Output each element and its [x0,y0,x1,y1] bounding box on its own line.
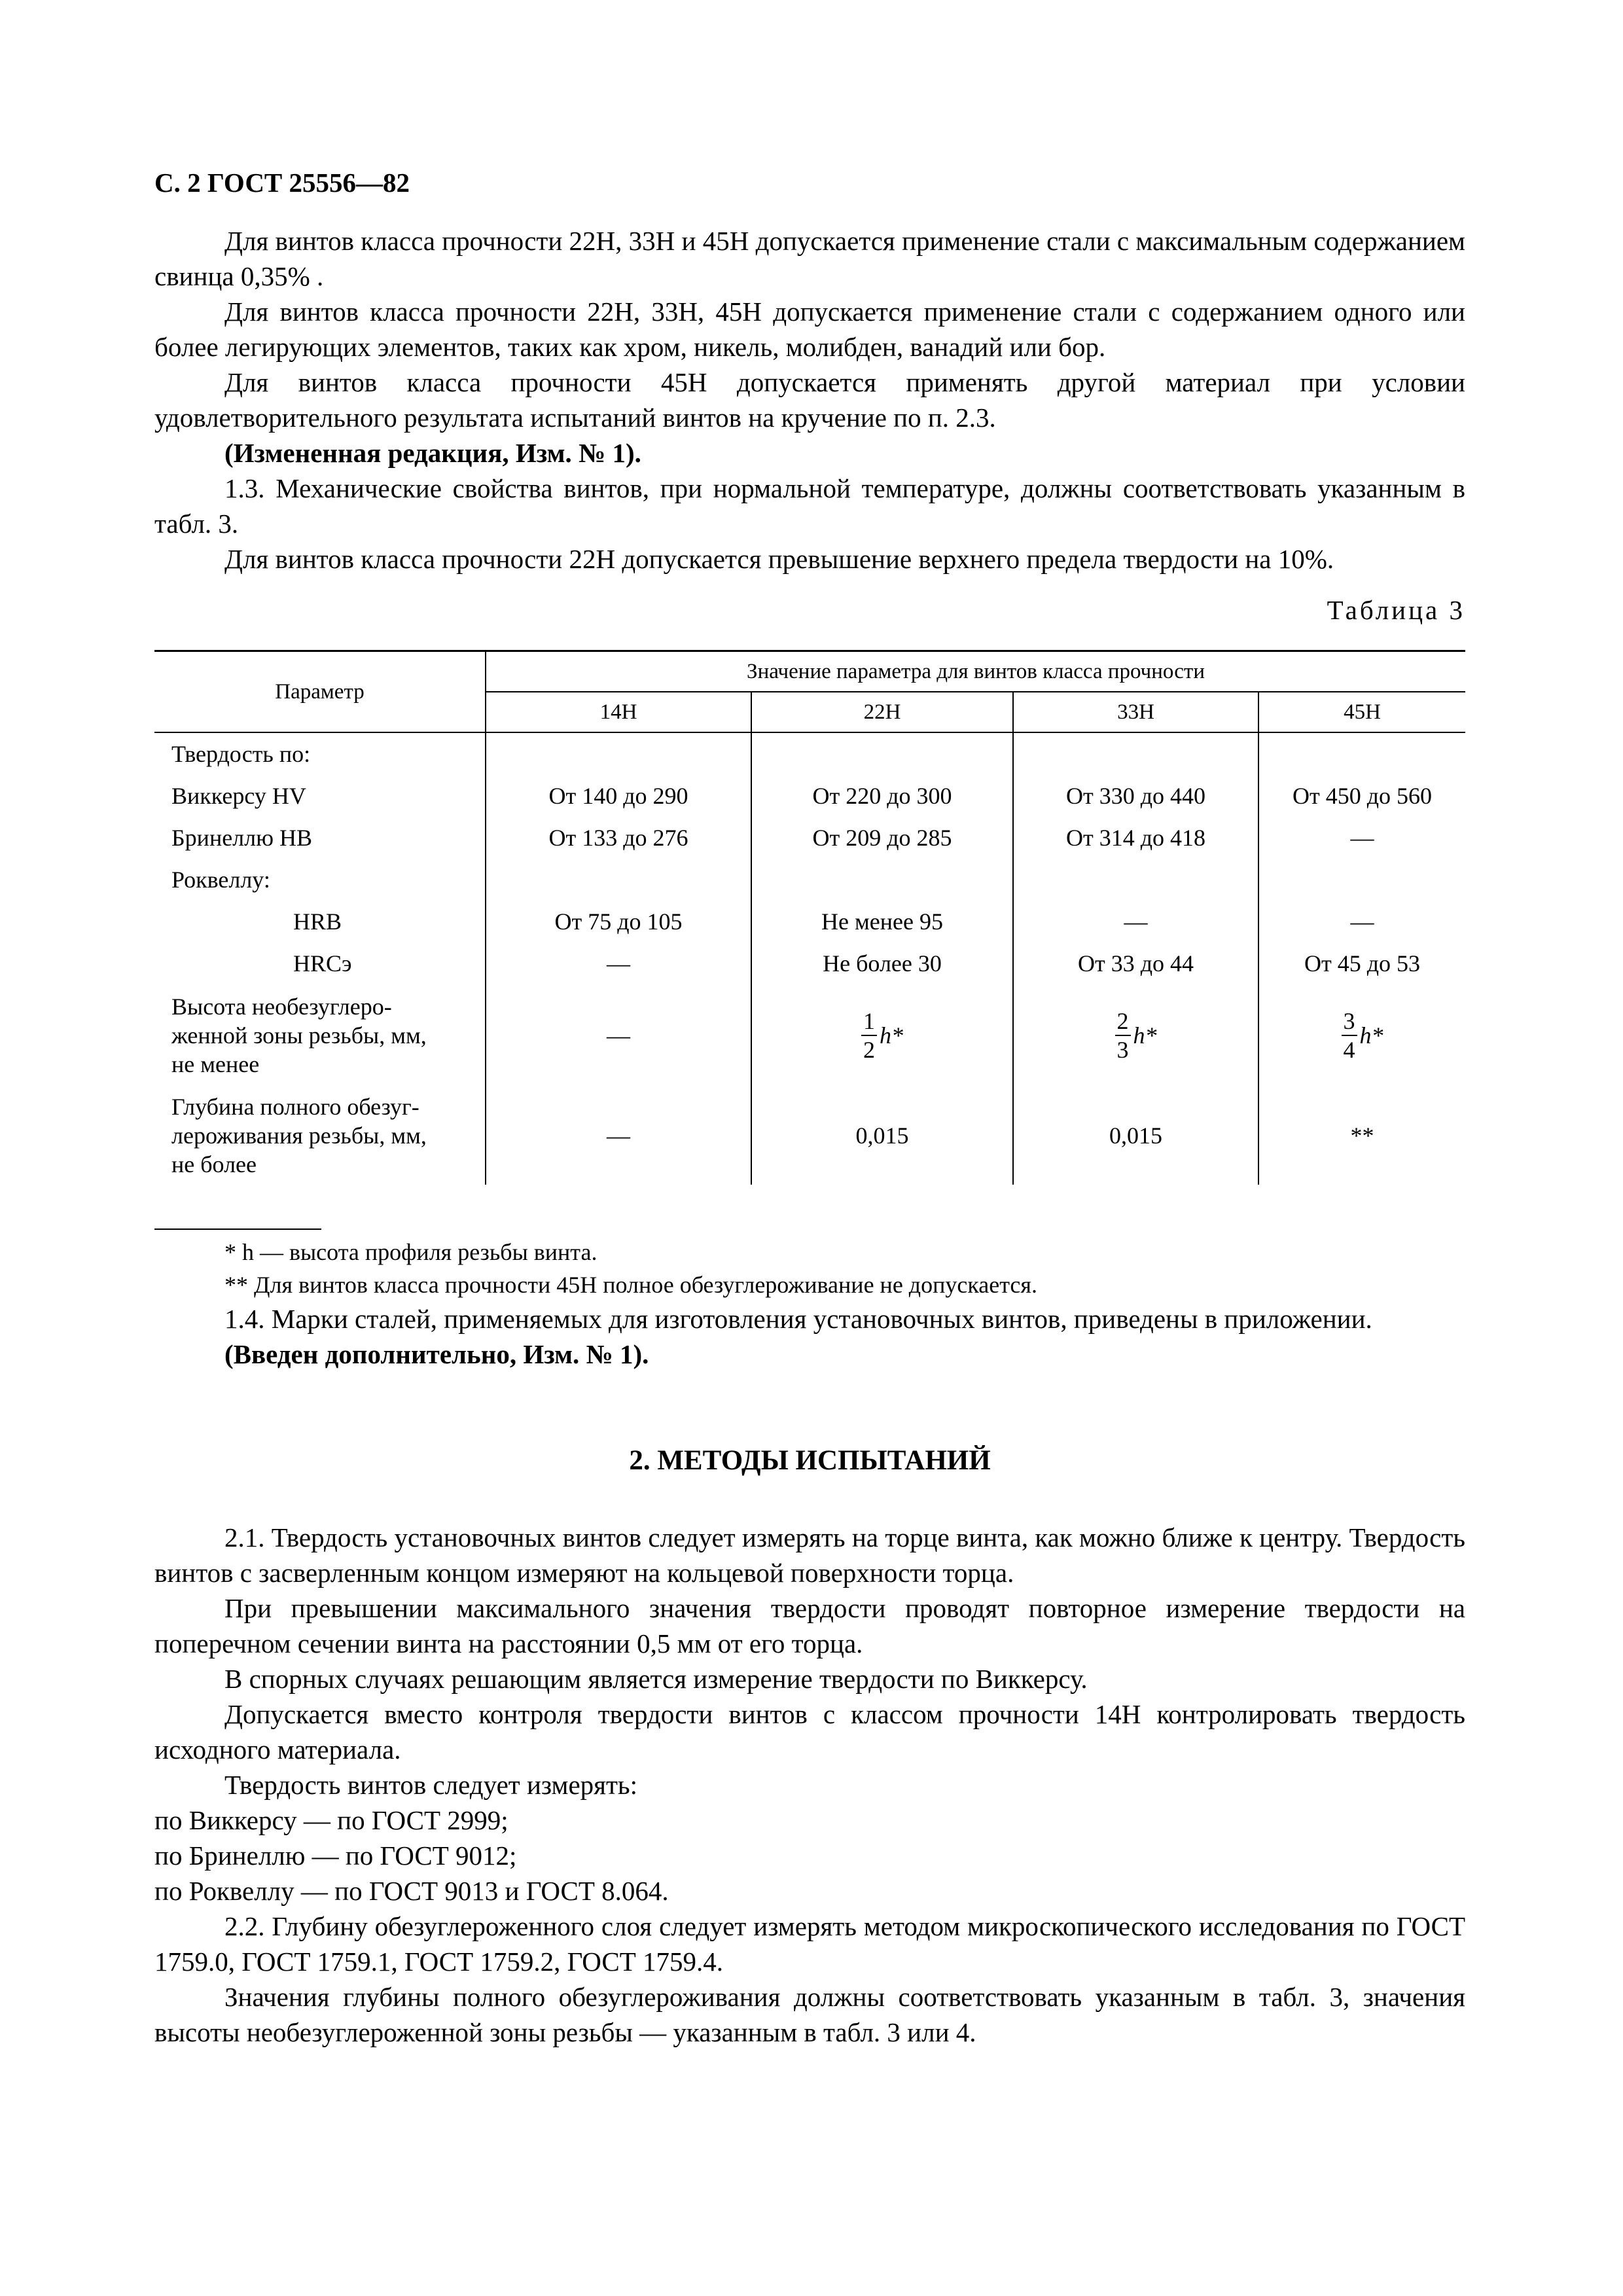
paragraph: Для винтов класса прочности 22Н допускается превышение верхнего предела твердости на 10%. [224,544,1334,574]
paragraph: 2.1. Твердость установочных винтов следует измерять на торце винта, как можно ближе к центру. Твердость винтов с засверленным концом измеряют на кольцевой поверхности торца. [154,1522,1465,1588]
class-header: 14Н [486,692,751,732]
table-caption: Таблица 3 [1327,595,1465,625]
value-cell [1258,859,1465,901]
paragraph: Допускается вместо контроля твердости винтов с классом прочности 14Н контролировать твердость исходного материала. [154,1699,1465,1765]
param-label: Роквеллу: [171,867,270,893]
paragraph: 1.3. Механические свойства винтов, при нормальной температуре, должны соответствовать указанным в табл. 3. [154,473,1465,539]
after-table-section [154,1301,1465,1372]
amendment-note: (Введен дополнительно, Изм. № 1). [224,1339,649,1369]
fraction-value [1115,1007,1157,1064]
label-line: женной зоны резьбы, мм, [171,1022,427,1049]
value-cell: ** [1258,1086,1465,1185]
value-cell [751,732,1013,775]
fraction-numerator: 2 [1115,1007,1131,1036]
label-line: лероживания резьбы, мм, [171,1122,427,1149]
table-3 [154,650,1465,1185]
value-cell [1013,732,1258,775]
section-title: 2. МЕТОДЫ ИСПЫТАНИЙ [629,1445,991,1476]
amendment-note: (Измененная редакция, Изм. № 1). [224,438,641,468]
fraction-denominator: 3 [1116,1037,1129,1063]
value-cell: Не более 30 [751,942,1013,984]
paragraph: 1.4. Марки сталей, применяемых для изготовления установочных винтов, приведены в приложении. [224,1304,1372,1334]
value-cell: От 330 до 440 [1013,775,1258,817]
param-header: Параметр [154,651,486,733]
value-cell [1258,984,1465,1086]
footnotes [154,1236,1465,1301]
param-label: Виккерсу HV [171,783,306,809]
paragraph: Для винтов класса прочности 22Н, 33Н и 45Н допускается применение стали с максимальным содержанием свинца 0,35% . [154,226,1465,291]
table-row [154,859,1465,901]
table-row [154,984,1465,1086]
value-cell [1258,732,1465,775]
value-cell: От 209 до 285 [751,817,1013,859]
value-cell: — [486,942,751,984]
fraction-denominator: 4 [1343,1037,1355,1063]
section-2-body [154,1520,1465,2050]
value-cell: От 140 до 290 [486,775,751,817]
value-cell: От 450 до 560 [1258,775,1465,817]
intro-section [154,223,1465,577]
param-label: HRB [293,908,342,935]
label-line: не менее [171,1051,260,1077]
paragraph: Твердость винтов следует измерять: [224,1770,638,1800]
value-cell [486,859,751,901]
group-header: Значение параметра для винтов класса прочности [486,651,1465,692]
value-cell: 0,015 [1013,1086,1258,1185]
class-header: 45Н [1258,692,1465,732]
fraction-symbol: h* [1359,1022,1383,1049]
value-cell [751,984,1013,1086]
label-line: Глубина полного обезуг- [171,1094,419,1120]
label-line: Высота необезуглеро- [171,994,392,1020]
class-header: 22Н [751,692,1013,732]
value-cell [1013,984,1258,1086]
page-header: С. 2 ГОСТ 25556—82 [154,168,410,198]
fraction-numerator: 3 [1342,1007,1357,1036]
list-item: по Роквеллу — по ГОСТ 9013 и ГОСТ 8.064. [154,1876,669,1906]
footnote-rule [154,1229,321,1230]
value-cell: Не менее 95 [751,901,1013,942]
list-item: по Виккерсу — по ГОСТ 2999; [154,1805,508,1835]
value-cell [1013,859,1258,901]
fraction-numerator: 1 [861,1007,877,1036]
paragraph: Для винтов класса прочности 45Н допускается применять другой материал при условии удовлетворительного результата испытаний винтов на кручение по п. 2.3. [154,367,1465,433]
fraction-value [861,1007,903,1064]
fraction-symbol: h* [880,1022,903,1049]
table-row [154,901,1465,942]
value-cell: От 314 до 418 [1013,817,1258,859]
param-label: HRCэ [293,950,352,977]
value-cell: От 33 до 44 [1013,942,1258,984]
paragraph: Для винтов класса прочности 22Н, 33Н, 45Н допускается применение стали с содержанием одного или более легирующих элементов, таких как хром, никель, молибден, ванадий или бор. [154,296,1465,362]
paragraph: 2.2. Глубину обезуглероженного слоя следует измерять методом микроскопического исследования по ГОСТ 1759.0, ГОСТ 1759.1, ГОСТ 1759.2, ГОСТ 1759.4. [154,1911,1465,1977]
value-cell: От 133 до 276 [486,817,751,859]
value-cell: От 220 до 300 [751,775,1013,817]
list-item: по Бринеллю — по ГОСТ 9012; [154,1840,517,1871]
param-label [154,1086,486,1185]
fraction-symbol: h* [1133,1022,1157,1049]
param-label: Твердость по: [171,741,311,767]
table-row [154,942,1465,984]
footnote: ** Для винтов класса прочности 45Н полное обезуглероживание не допускается. [224,1272,1037,1298]
value-cell: — [1013,901,1258,942]
table-row [154,1086,1465,1185]
table-row [154,817,1465,859]
paragraph: В спорных случаях решающим является измерение твердости по Виккерсу. [224,1664,1088,1694]
value-cell: — [1258,901,1465,942]
fraction-value [1342,1007,1383,1064]
value-cell [486,732,751,775]
paragraph: При превышении максимального значения твердости проводят повторное измерение твердости на поперечном сечении винта на расстоянии 0,5 мм от его торца. [154,1593,1465,1659]
class-header: 33Н [1013,692,1258,732]
value-cell: — [486,1086,751,1185]
fraction-denominator: 2 [863,1037,875,1063]
value-cell: От 45 до 53 [1258,942,1465,984]
value-cell: — [486,984,751,1086]
table-row [154,732,1465,775]
value-cell [751,859,1013,901]
value-cell: — [1258,817,1465,859]
param-label [154,984,486,1086]
label-line: не более [171,1151,257,1177]
value-cell: 0,015 [751,1086,1013,1185]
footnote: * h — высота профиля резьбы винта. [224,1239,597,1265]
table-row [154,775,1465,817]
param-label: Бринеллю НВ [171,825,313,851]
value-cell: От 75 до 105 [486,901,751,942]
paragraph: Значения глубины полного обезуглероживания должны соответствовать указанным в табл. 3, значения высоты необезуглероженной зоны резьбы — указанным в табл. 3 или 4. [154,1982,1465,2047]
